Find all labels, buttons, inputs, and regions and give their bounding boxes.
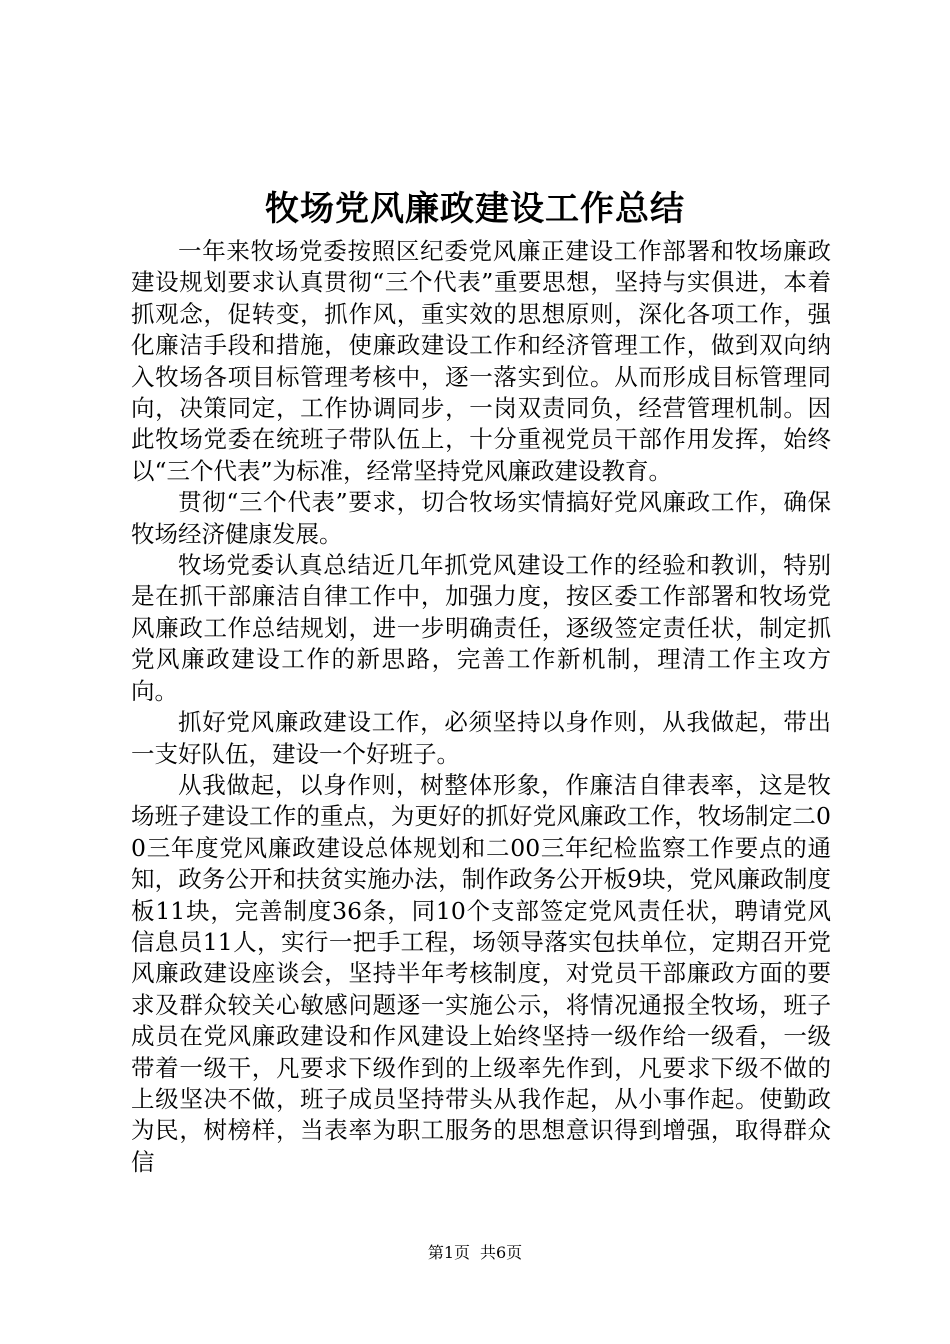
page-number: 第1页 <box>427 1243 470 1262</box>
document-title: 牧场党风廉政建设工作总结 <box>265 189 685 229</box>
document-body <box>131 236 831 1178</box>
paragraph-5: 从我做起，以身作则，树整体形象，作廉洁自律表率，这是牧场班子建设工作的重点，为更好的抓好党风廉政工作，牧场制定二00三年度党风廉政建设总体规划和二00三年纪检监察工作要点的通知，政务公开和扶贫实施办法，制作政务公开板9块，党风廉政制度板11块，完善制度36条，同10个支部签定党风责任状，聘请党风信息员11人，实行一把手工程，场领导落实包扶单位，定期召开党风廉政建设座谈会，坚持半年考核制度，对党员干部廉政方面的要求及群众较关心敏感问题逐一实施公示，将情况通报全牧场，班子成员在党风廉政建设和作风建设上始终坚持一级作给一级看，一级带着一级干，凡要求下级作到的上级率先作到，凡要求下级不做的上级坚决不做，班子成员坚持带头从我作起，从小事作起。使勤政为民，树榜样，当表率为职工服务的思想意识得到增强，取得群众信 <box>131 770 831 1176</box>
paragraph-4: 抓好党风廉政建设工作，必须坚持以身作则，从我做起，带出一支好队伍，建设一个好班子。 <box>131 708 831 768</box>
paragraph-3: 牧场党委认真总结近几年抓党风建设工作的经验和教训，特别是在抓干部廉洁自律工作中，加强力度，按区委工作部署和牧场党风廉政工作总结规划，进一步明确责任，逐级签定责任状，制定抓党风廉政建设工作的新思路，完善工作新机制，理清工作主攻方向。 <box>131 551 831 705</box>
page-footer <box>0 1241 950 1265</box>
paragraph-1: 一年来牧场党委按照区纪委党风廉正建设工作部署和牧场廉政建设规划要求认真贯彻“三个代表”重要思想，坚持与实俱进，本着抓观念，促转变，抓作风，重实效的思想原则，深化各项工作，强化廉洁手段和措施，使廉政建设工作和经济管理工作，做到双向纳入牧场各项目标管理考核中，逐一落实到位。从而形成目标管理同向，决策同定，工作协调同步，一岗双责同负，经营管理机制。因此牧场党委在统班子带队伍上，十分重视党员干部作用发挥，始终以“三个代表”为标准，经常坚持党风廉政建设教育。 <box>131 237 831 485</box>
page-total: 共6页 <box>480 1243 523 1262</box>
paragraph-2: 贯彻“三个代表”要求，切合牧场实情搞好党风廉政工作，确保牧场经济健康发展。 <box>131 488 831 548</box>
